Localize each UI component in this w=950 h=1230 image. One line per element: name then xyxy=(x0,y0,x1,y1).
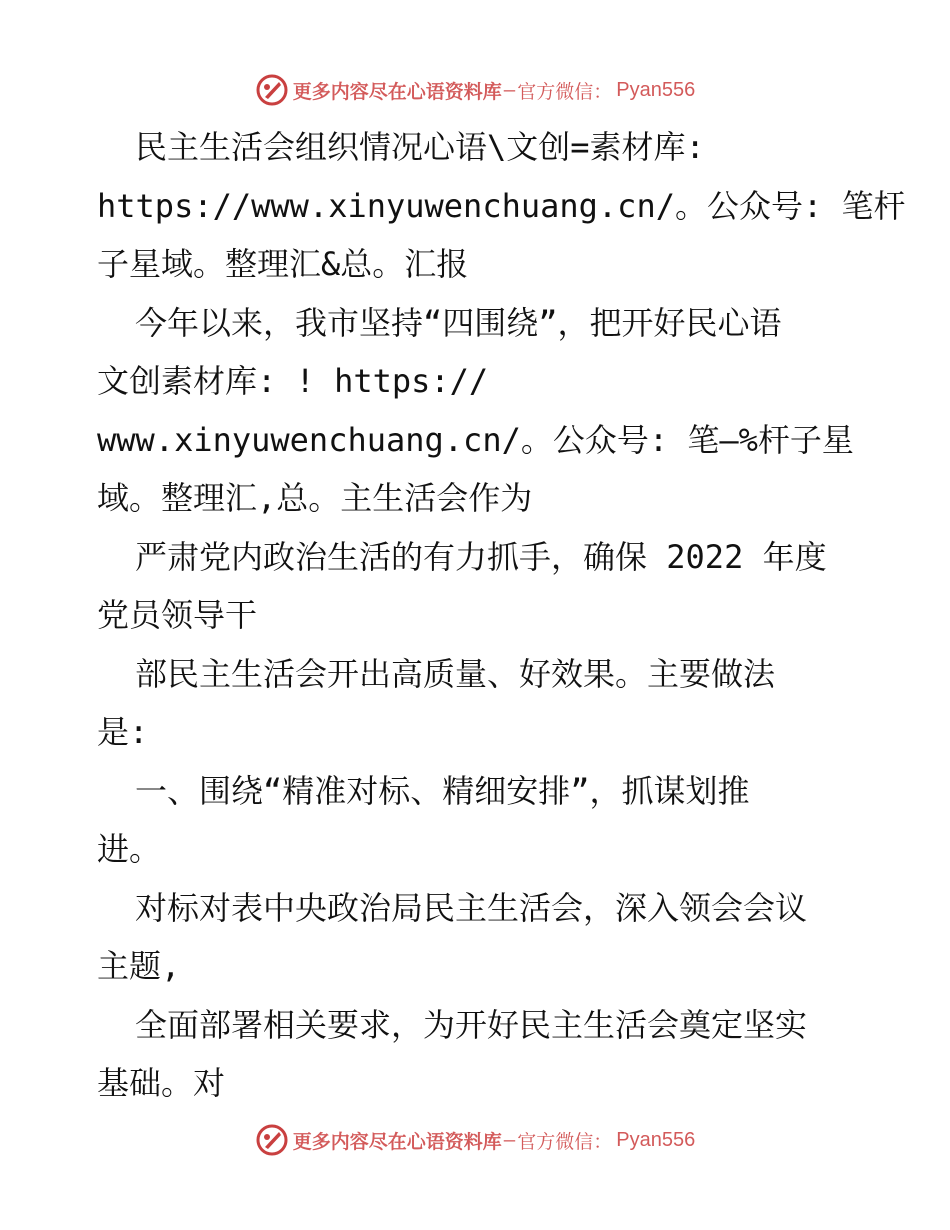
text-line: 对标对表中央政治局民主生活会，深入领会会议 xyxy=(135,888,808,927)
text-line: 严肃党内政治生活的有力抓手，确保 2022 年度 xyxy=(135,537,827,576)
banner-dash: — xyxy=(503,79,516,101)
text-line: 文创素材库: ! https:// xyxy=(97,362,489,400)
banner-brand-text: 更多内容尽在心语资料库 xyxy=(292,80,502,103)
text-line: 基础。对 xyxy=(97,1064,226,1102)
text-line: 域。整理汇,总。主生活会作为 xyxy=(97,479,533,517)
text-line: 民主生活会组织情况心语\文创=素材库: xyxy=(135,128,705,166)
text-line: 子星域。整理汇&总。汇报 xyxy=(97,245,469,283)
text-line: 一、围绕“精准对标、精细安排”，抓谋划推 xyxy=(135,771,750,810)
text-line: https://www.xinyuwenchuang.cn/。公众号: 笔杆 xyxy=(97,186,906,225)
text-line: 今年以来，我市坚持“四围绕”，把开好民心语 xyxy=(135,303,782,342)
text-line: 全面部署相关要求，为开好民主生活会奠定坚实 xyxy=(135,1005,808,1044)
text-line: 主题, xyxy=(97,947,181,985)
banner-wechat-id: Pyan556 xyxy=(616,78,696,101)
text-line: 是: xyxy=(97,713,149,751)
banner-brand-text: 更多内容尽在心语资料库 xyxy=(292,1130,502,1153)
text-line: www.xinyuwenchuang.cn/。公众号: 笔—%杆子星 xyxy=(97,420,854,459)
footer-banner xyxy=(0,1120,950,1160)
banner-wechat-label: 官方微信： xyxy=(517,1130,613,1153)
banner-wechat-label: 官方微信： xyxy=(517,80,613,103)
banner-dash: — xyxy=(503,1129,516,1151)
header-banner xyxy=(0,70,950,110)
document-body xyxy=(97,118,906,1113)
banner-wechat-id: Pyan556 xyxy=(616,1128,696,1151)
brand-logo-icon xyxy=(255,1123,289,1157)
brand-logo-icon xyxy=(255,73,289,107)
text-line: 党员领导干 xyxy=(97,596,258,634)
text-line: 部民主生活会开出高质量、好效果。主要做法 xyxy=(135,654,776,693)
text-line: 进。 xyxy=(97,830,162,868)
